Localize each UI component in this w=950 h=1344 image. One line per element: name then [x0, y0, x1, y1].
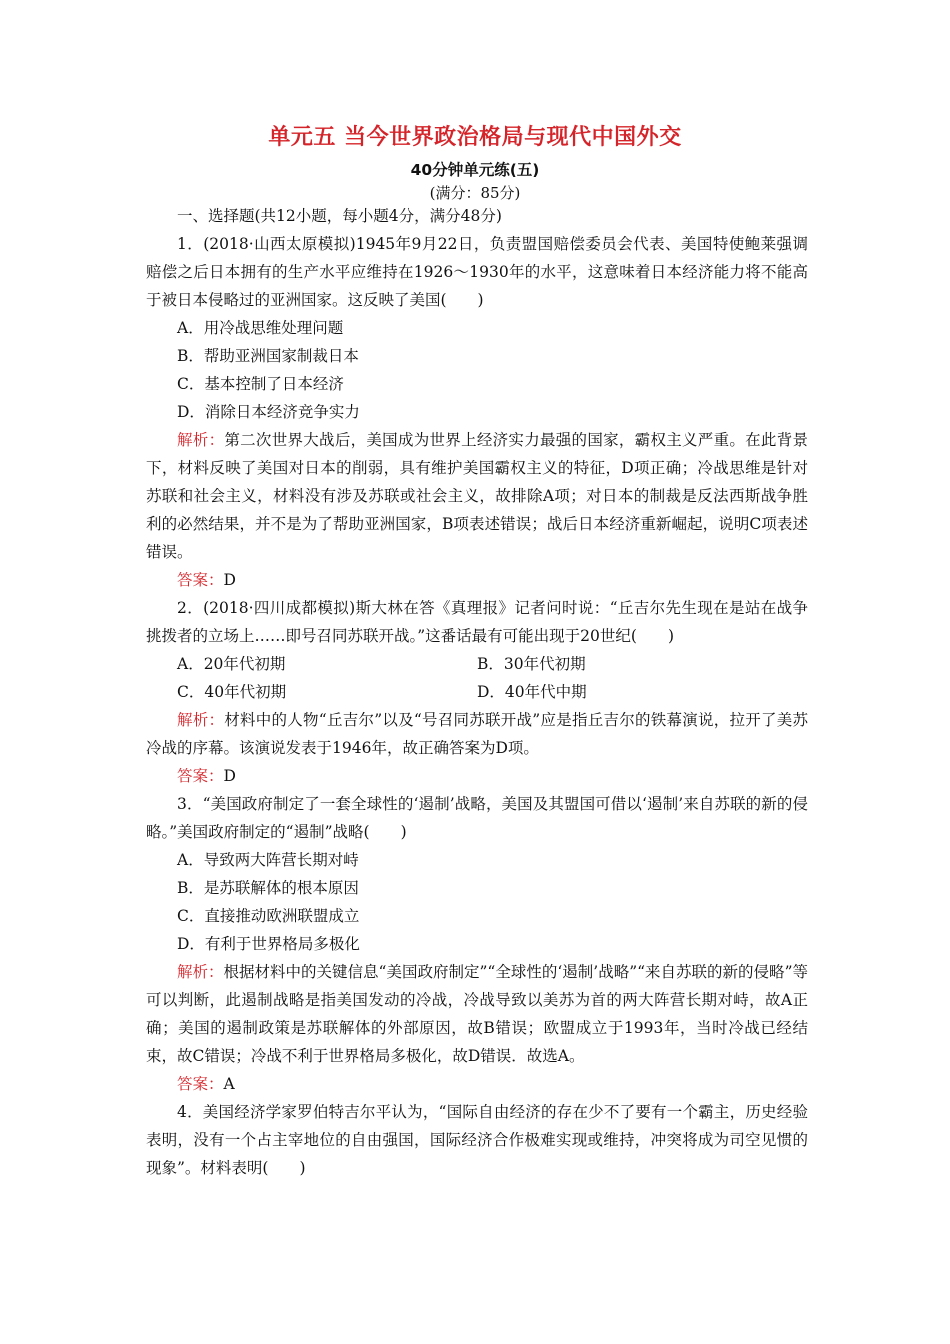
analysis-label: 解析：	[177, 963, 224, 981]
question-1-option-a: A．用冷战思维处理问题	[177, 319, 344, 337]
question-4-stem: 4．美国经济学家罗伯特吉尔平认为，“国际自由经济的存在少不了要有一个霸主，历史经验表明，没有一个占主宰地位的自由强国，国际经济合作极难实现或维持，冲突将成为司空见惯的现象”。材料表明( )	[146, 1103, 808, 1177]
question-1-option-b: B．帮助亚洲国家制裁日本	[177, 347, 359, 365]
analysis-text: 根据材料中的关键信息“美国政府制定”“全球性的‘遏制’战略”“来自苏联的新的侵略”等可以判断，此遏制战略是指美国发动的冷战，冷战导致以美苏为首的两大阵营长期对峙，故A正确；美国的遏制政策是苏联解体的外部原因，故B错误；欧盟成立于1993年，当时冷战已经结束，故C错误；冷战不利于世界格局多极化，故D错误．故选A。	[146, 963, 808, 1065]
full-score: (满分：85分)	[429, 184, 521, 202]
page-title: 单元五 当今世界政治格局与现代中国外交	[268, 125, 682, 150]
section-heading: 一、选择题(共12小题，每小题4分，满分48分)	[177, 207, 502, 225]
analysis-text: 材料中的人物“丘吉尔”以及“号召同苏联开战”应是指丘吉尔的铁幕演说，拉开了美苏冷战的序幕。该演说发表于1946年，故正确答案为D项。	[146, 711, 808, 757]
question-2-answer	[146, 762, 808, 790]
question-3-analysis	[146, 958, 808, 1070]
question-2-option-b: B．30年代初期	[477, 655, 586, 673]
answer-value: D	[223, 571, 236, 589]
analysis-label: 解析：	[177, 711, 225, 729]
question-2-option-d: D．40年代中期	[477, 683, 587, 701]
answer-value: D	[223, 767, 236, 785]
answer-label: 答案：	[177, 1075, 224, 1093]
question-1-option-d: D．消除日本经济竞争实力	[177, 403, 360, 421]
question-2-option-a: A．20年代初期	[177, 655, 286, 673]
answer-label: 答案：	[177, 767, 224, 785]
question-2-options-row-1	[146, 650, 808, 678]
question-1-analysis	[146, 426, 808, 566]
question-3-answer	[146, 1070, 808, 1098]
question-3-stem: 3．“美国政府制定了一套全球性的‘遏制’战略，美国及其盟国可借以‘遏制’来自苏联的新的侵略。”美国政府制定的“遏制”战略( )	[146, 795, 808, 841]
answer-value: A	[223, 1075, 235, 1093]
question-2-options-row-2	[146, 678, 808, 706]
question-1-stem: 1．(2018·山西太原模拟)1945年9月22日，负责盟国赔偿委员会代表、美国特使鲍莱强调赔偿之后日本拥有的生产水平应维持在1926～1930年的水平，这意味着日本经济能力将不能高于被日本侵略过的亚洲国家。这反映了美国( )	[146, 235, 808, 309]
analysis-label: 解析：	[177, 431, 225, 449]
question-2-analysis	[146, 706, 808, 762]
question-1-option-c: C．基本控制了日本经济	[177, 375, 344, 393]
question-3-option-a: A．导致两大阵营长期对峙	[177, 851, 359, 869]
question-2-option-c: C．40年代初期	[177, 683, 287, 701]
question-3-option-c: C．直接推动欧洲联盟成立	[177, 907, 360, 925]
question-2-stem: 2．(2018·四川成都模拟)斯大林在答《真理报》记者问时说：“丘吉尔先生现在是站在战争挑拨者的立场上……即号召同苏联开战。”这番话最有可能出现于20世纪( )	[146, 599, 808, 645]
question-1-answer	[146, 566, 808, 594]
analysis-text: 第二次世界大战后，美国成为世界上经济实力最强的国家，霸权主义严重。在此背景下，材料反映了美国对日本的削弱，具有维护美国霸权主义的特征，D项正确；冷战思维是针对苏联和社会主义，材料没有涉及苏联或社会主义，故排除A项；对日本的制裁是反法西斯战争胜利的必然结果，并不是为了帮助亚洲国家，B项表述错误；战后日本经济重新崛起，说明C项表述错误。	[146, 431, 808, 561]
content	[146, 202, 808, 1182]
question-3-option-b: B．是苏联解体的根本原因	[177, 879, 359, 897]
question-3-option-d: D．有利于世界格局多极化	[177, 935, 360, 953]
page-subtitle: 40分钟单元练(五)	[410, 161, 540, 179]
answer-label: 答案：	[177, 571, 224, 589]
